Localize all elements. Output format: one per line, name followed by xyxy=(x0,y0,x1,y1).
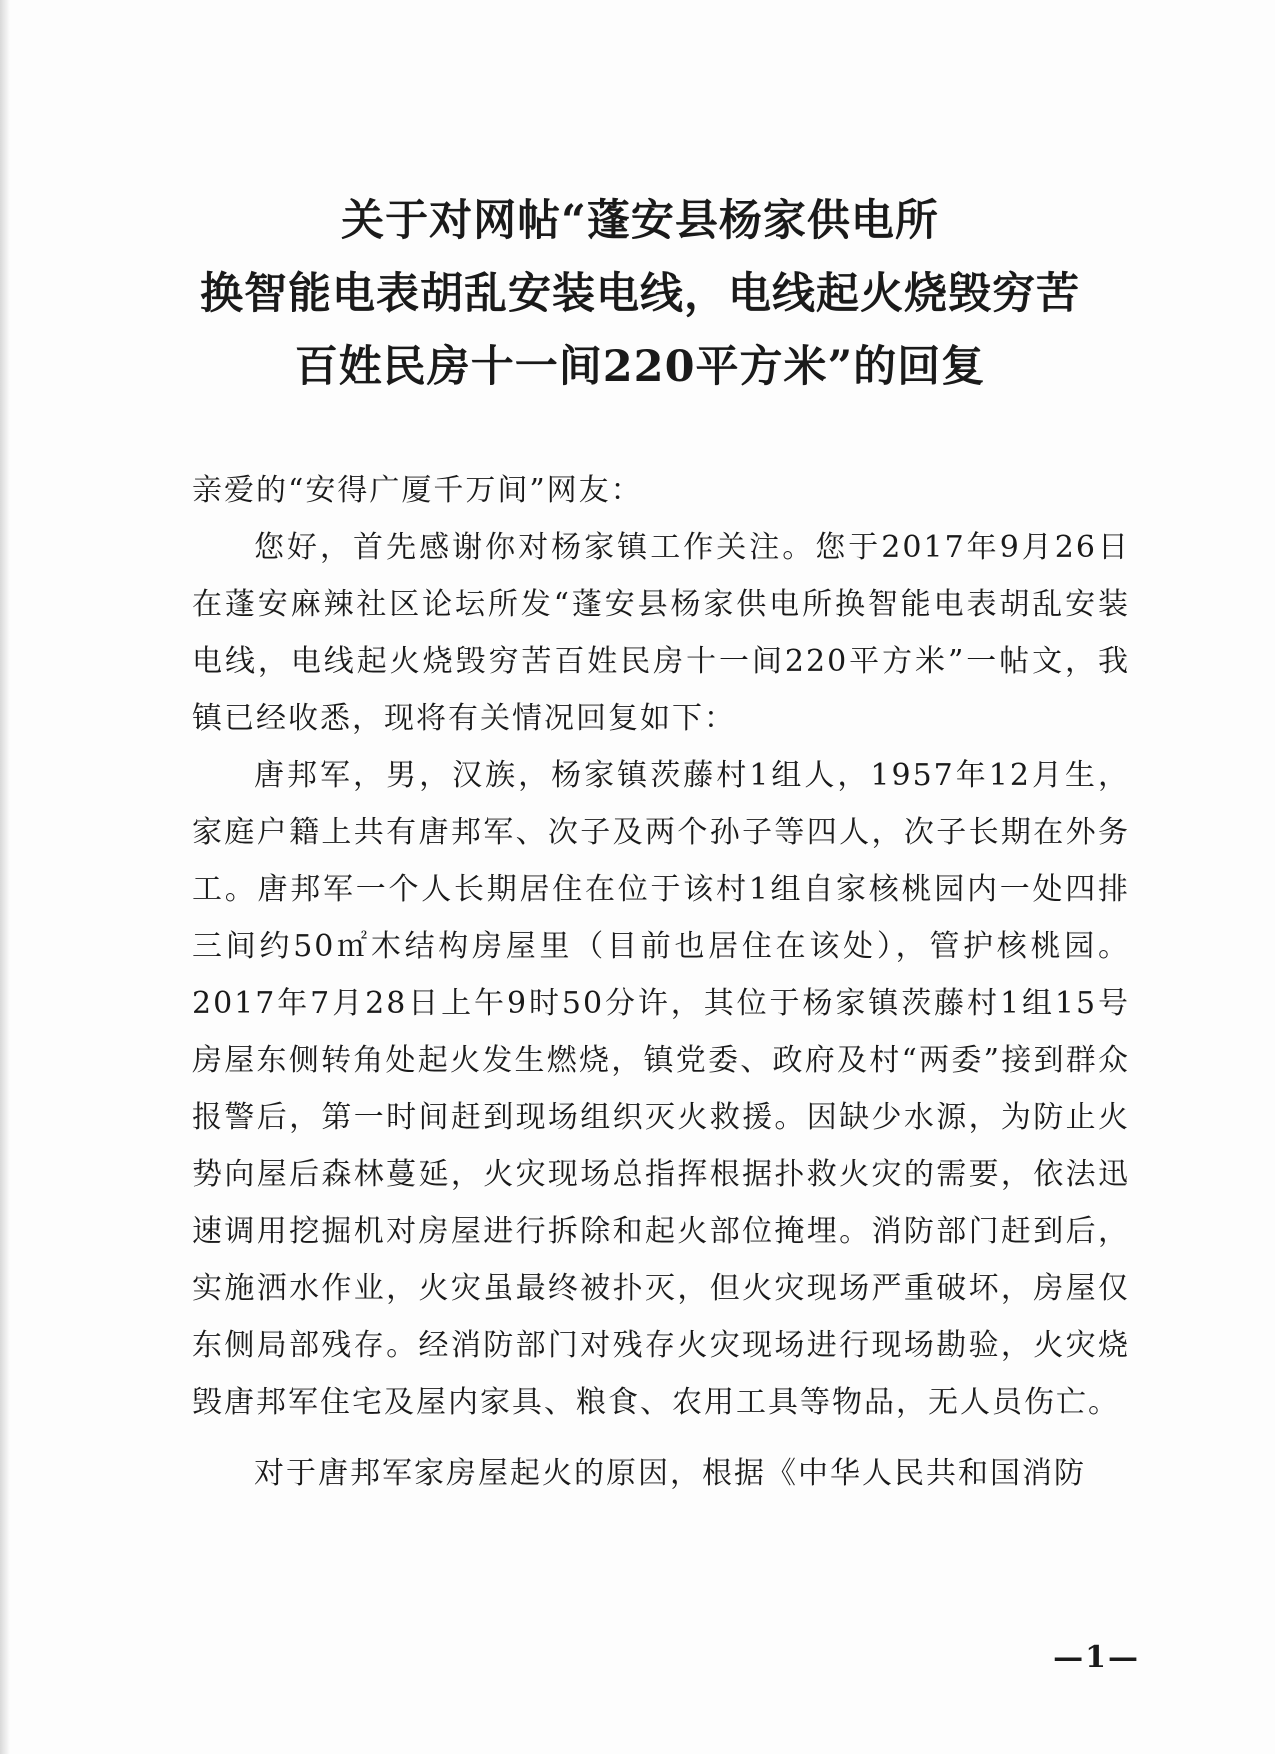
paragraph-cause: 对于唐邦军家房屋起火的原因，根据《中华人民共和国消防 xyxy=(254,1456,1086,1491)
page-number: —1— xyxy=(1053,1640,1140,1675)
title-line-2: 换智能电表胡乱安装电线，电线起火烧毁穷苦 xyxy=(200,269,1080,319)
paragraph-incident: 唐邦军，男，汉族，杨家镇茨藤村1组人，1957年12月生，家庭户籍上共有唐邦军、次子及两个孙子等四人，次子长期在外务工。唐邦军一个人长期居住在位于该村1组自家核桃园内一处四排三间约50㎡木结构房屋里（目前也居住在该处），管护核桃园。2017年7月28日上午9时50分许，其位于杨家镇茨藤村1组15号房屋东侧转角处起火发生燃烧，镇党委、政府及村“两委”接到群众报警后，第一时间赶到现场组织灭火救援。因缺少水源，为防止火势向屋后森林蔓延，火灾现场总指挥根据扑救火灾的需要，依法迅速调用挖掘机对房屋进行拆除和起火部位掩埋。消防部门赶到后，实施洒水作业，火灾虽最终被扑灭，但火灾现场严重破坏，房屋仅东侧局部残存。经消防部门对残存火灾现场进行现场勘验，火灾烧毁唐邦军住宅及屋内家具、粮食、农用工具等物品，无人员伤亡。 xyxy=(192,758,1130,1420)
document-body xyxy=(192,462,1130,1502)
title-line-1: 关于对网帖“蓬安县杨家供电所 xyxy=(341,196,939,246)
scan-edge xyxy=(0,0,10,1754)
title-line-3: 百姓民房十一间220平方米”的回复 xyxy=(294,342,986,392)
document-title xyxy=(160,185,1120,404)
salutation: 亲爱的“安得广厦千万间”网友： xyxy=(192,473,643,508)
paragraph-greeting: 您好，首先感谢你对杨家镇工作关注。您于2017年9月26日在蓬安麻辣社区论坛所发“蓬安县杨家供电所换智能电表胡乱安装电线，电线起火烧毁穷苦百姓民房十一间220平方米”一帖文，我镇已经收悉，现将有关情况回复如下： xyxy=(192,530,1130,736)
